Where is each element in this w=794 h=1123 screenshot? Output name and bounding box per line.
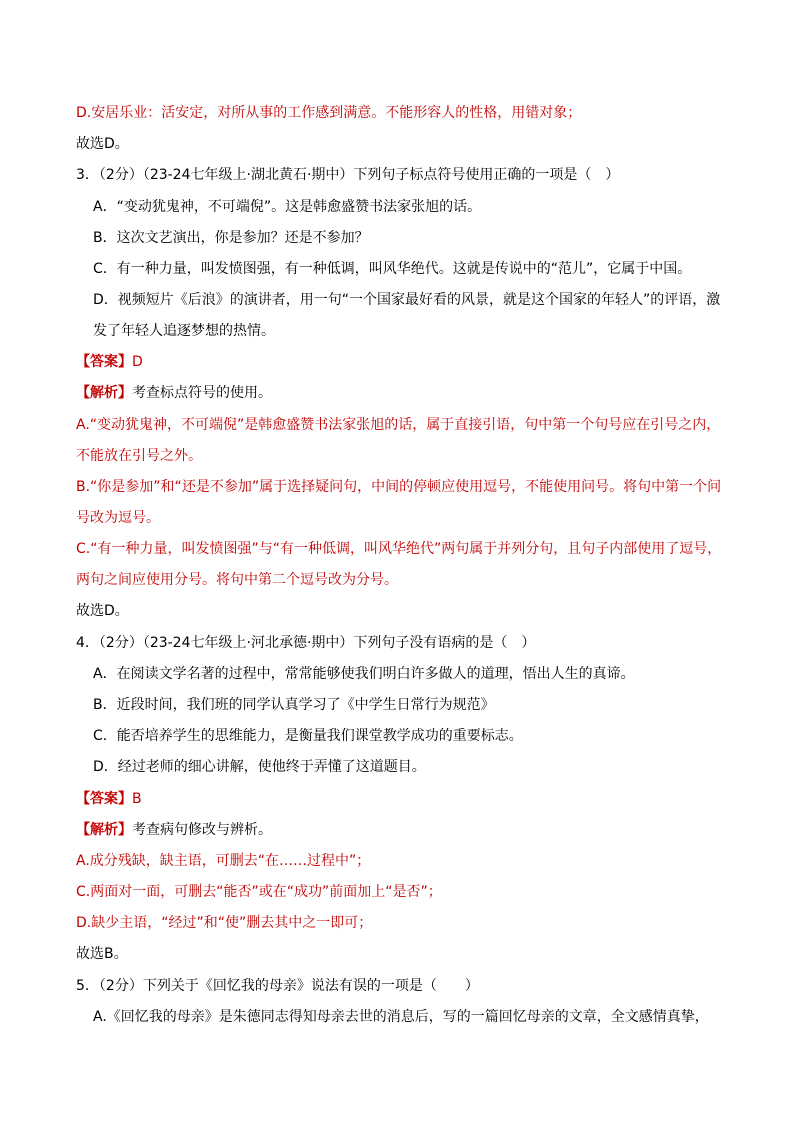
- answer-tag: 【答案】: [76, 354, 132, 370]
- q2-conclusion: 故选D。: [76, 136, 129, 152]
- q2-option-d-explanation: D.安居乐业：活安定，对所从事的工作感到满意。不能形容人的性格，用错对象；: [76, 105, 582, 121]
- q4-stem: 4．（2分）（23-24七年级上·河北承德·期中）下列句子没有语病的是（ ）: [76, 635, 536, 651]
- q4-option-d: D．经过老师的细心讲解，使他终于弄懂了这道题目。: [93, 759, 426, 775]
- q3-option-d: D．视频短片《后浪》的演讲者，用一句“一个国家最好看的风景，就是这个国家的年轻人”的评语，激: [93, 292, 721, 308]
- q3-analysis-line: A.“变动犹鬼神，不可端倪”是韩愈盛赞书法家张旭的话，属于直接引语，句中第一个句号应在引号之内，: [76, 417, 721, 433]
- q3-analysis: [76, 384, 272, 402]
- q4-option-a: A．在阅读文学名著的过程中，常常能够使我们明白许多做人的道理，悟出人生的真谛。: [93, 666, 635, 682]
- q3-analysis-line: 号改为逗号。: [76, 510, 160, 526]
- q4-analysis-line: C.两面对一面，可删去“能否”或在“成功”前面加上“是否”；: [76, 884, 442, 900]
- q3-answer: [76, 353, 143, 371]
- q4-option-c: C．能否培养学生的思维能力，是衡量我们课堂教学成功的重要标志。: [93, 728, 523, 744]
- q4-option-b: B．近段时间，我们班的同学认真学习了《中学生日常行为规范》: [93, 697, 495, 713]
- q3-stem: 3．（2分）（23-24七年级上·湖北黄石·期中）下列句子标点符号使用正确的一项是（ ）: [76, 167, 620, 183]
- q4-analysis-line: D.缺少主语，“经过”和“使”删去其中之一即可；: [76, 915, 373, 931]
- analysis-tag: 【解析】: [76, 385, 132, 401]
- q3-option-b: B．这次文艺演出，你是参加？还是不参加？: [93, 230, 369, 246]
- q3-analysis-line: C.“有一种力量，叫发愤图强”与“有一种低调，叫风华绝代”两句属于并列分句，且句子内部使用了逗号，: [76, 541, 722, 557]
- q4-analysis-line: A.成分残缺，缺主语，可删去“在……过程中”；: [76, 853, 371, 869]
- q3-analysis-line: 两句之间应使用分号。将句中第二个逗号改为分号。: [76, 572, 398, 588]
- answer-value: B: [132, 791, 142, 807]
- q4-analysis: [76, 821, 272, 839]
- q3-analysis-line: B.“你是参加”和“还是不参加”属于选择疑问句，中间的停顿应使用逗号，不能使用问号。将句中第一个问: [76, 479, 722, 495]
- q5-option-a: A.《回忆我的母亲》是朱德同志得知母亲去世的消息后，写的一篇回忆母亲的文章，全文感情真挚，: [93, 1009, 709, 1025]
- analysis-tag: 【解析】: [76, 822, 132, 838]
- analysis-intro: 考查病句修改与辨析。: [132, 822, 272, 838]
- q3-option-a: A．“变动犹鬼神，不可端倪”。这是韩愈盛赞书法家张旭的话。: [93, 199, 482, 215]
- q3-option-c: C．有一种力量，叫发愤图强，有一种低调，叫风华绝代。这就是传说中的“范儿”，它属于中国。: [93, 261, 692, 277]
- q4-conclusion: 故选B。: [76, 946, 128, 962]
- answer-tag: 【答案】: [76, 791, 132, 807]
- answer-value: D: [132, 354, 143, 370]
- q5-stem: 5．（2分）下列关于《回忆我的母亲》说法有误的一项是（ ）: [76, 978, 479, 994]
- analysis-intro: 考查标点符号的使用。: [132, 385, 272, 401]
- q3-conclusion: 故选D。: [76, 603, 129, 619]
- q3-analysis-line: 不能放在引号之外。: [76, 448, 202, 464]
- q3-option-d-cont: 发了年轻人追逐梦想的热情。: [93, 323, 275, 339]
- q4-answer: [76, 790, 142, 808]
